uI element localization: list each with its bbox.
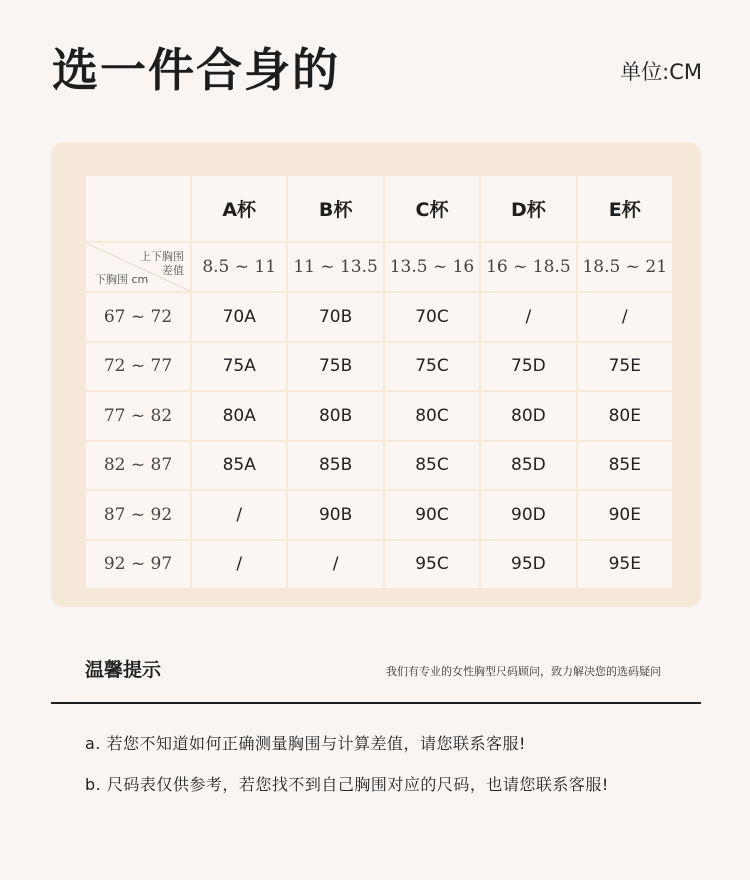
row-label: 92 ~ 97 (86, 541, 190, 589)
table-corner-cell (86, 176, 190, 241)
difference-cell: 11 ~ 13.5 (288, 243, 382, 291)
size-cell: 80B (288, 392, 382, 440)
diag-label-difference-2: 差值 (162, 264, 184, 277)
column-header-d: D杯 (481, 176, 575, 241)
tips-subtitle: 我们有专业的女性胸型尺码顾问，致力解决您的选码疑问 (386, 665, 661, 678)
difference-cell: 13.5 ~ 16 (385, 243, 479, 291)
difference-cell: 8.5 ~ 11 (192, 243, 286, 291)
tip-item-a: a. 若您不知道如何正确测量胸围与计算差值，请您联系客服! (85, 734, 526, 753)
size-cell: / (192, 491, 286, 539)
size-cell: 80A (192, 392, 286, 440)
size-cell: / (578, 293, 672, 341)
difference-cell: 18.5 ~ 21 (578, 243, 672, 291)
size-table (86, 176, 667, 574)
tip-item-b: b. 尺码表仅供参考，若您找不到自己胸围对应的尺码，也请您联系客服! (85, 775, 609, 794)
size-cell: 90C (385, 491, 479, 539)
size-cell: 70C (385, 293, 479, 341)
size-cell: 85E (578, 442, 672, 490)
row-label: 87 ~ 92 (86, 491, 190, 539)
unit-label: 单位:CM (620, 60, 702, 84)
column-header-e: E杯 (578, 176, 672, 241)
size-cell: 80E (578, 392, 672, 440)
column-header-c: C杯 (385, 176, 479, 241)
size-cell: 95D (481, 541, 575, 589)
diagonal-header-cell (86, 243, 190, 291)
size-cell: 95C (385, 541, 479, 589)
size-cell: 85C (385, 442, 479, 490)
size-cell: 75A (192, 343, 286, 391)
size-cell: 90B (288, 491, 382, 539)
size-chart-panel (51, 142, 701, 607)
size-cell: 85A (192, 442, 286, 490)
size-cell: 75B (288, 343, 382, 391)
size-cell: / (192, 541, 286, 589)
row-label: 72 ~ 77 (86, 343, 190, 391)
tips-divider (51, 702, 701, 704)
column-header-b: B杯 (288, 176, 382, 241)
page-title: 选一件合身的 (52, 43, 340, 97)
size-cell: 75D (481, 343, 575, 391)
size-cell: 90D (481, 491, 575, 539)
size-cell: 85D (481, 442, 575, 490)
size-cell: 95E (578, 541, 672, 589)
row-label: 82 ~ 87 (86, 442, 190, 490)
tips-title: 温馨提示 (85, 659, 162, 681)
size-cell: 80D (481, 392, 575, 440)
difference-cell: 16 ~ 18.5 (481, 243, 575, 291)
size-cell: / (288, 541, 382, 589)
size-cell: 70B (288, 293, 382, 341)
column-header-a: A杯 (192, 176, 286, 241)
size-cell: 75E (578, 343, 672, 391)
size-cell: 85B (288, 442, 382, 490)
size-cell: 75C (385, 343, 479, 391)
size-cell: 90E (578, 491, 672, 539)
row-label: 77 ~ 82 (86, 392, 190, 440)
size-cell: / (481, 293, 575, 341)
size-cell: 80C (385, 392, 479, 440)
diag-label-underbust: 下胸围 cm (95, 273, 149, 286)
row-label: 67 ~ 72 (86, 293, 190, 341)
diag-label-difference-1: 上下胸围 (140, 250, 184, 263)
size-cell: 70A (192, 293, 286, 341)
